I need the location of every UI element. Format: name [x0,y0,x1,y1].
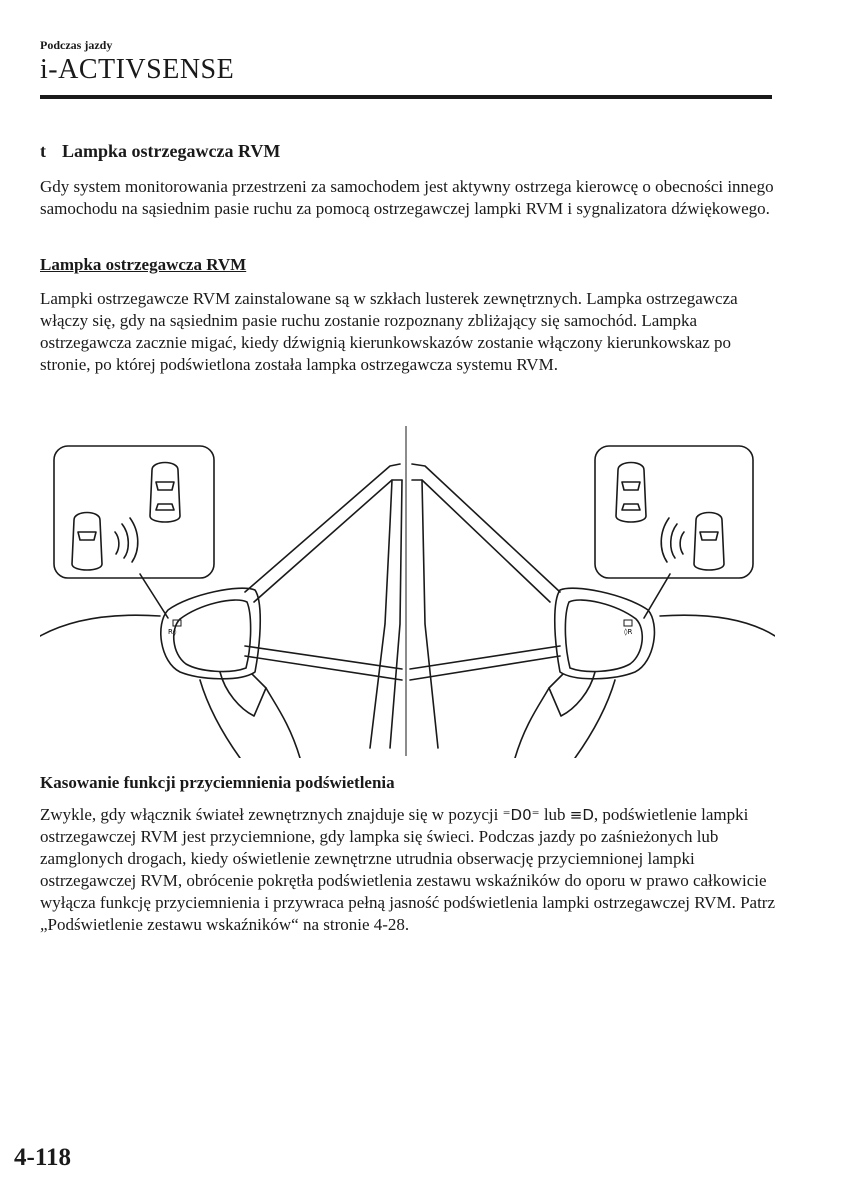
dimming-subsection-title: Kasowanie funkcji przyciemnienia podświetlenia [40,773,395,792]
title-rule [40,95,772,99]
dimming-text-part1: Zwykle, gdy włącznik świateł zewnętrznych znajduje się w pozycji [40,805,503,824]
page-number: 4-118 [14,1144,71,1171]
svg-text:R◊: R◊ [168,628,177,636]
section-bullet: t [40,141,46,161]
lamp-subsection-title: Lampka ostrzegawcza RVM [40,255,247,274]
left-mirror-drawing [40,446,402,758]
parking-lights-icon: ⁼D0⁼ [502,806,540,824]
section-heading [40,141,280,162]
intro-paragraph: Gdy system monitorowania przestrzeni za samochodem jest aktywny ostrzega kierowcę o obecności innego samochodu na sąsiednim pasie ruchu za pomocą ostrzegawczej lampki RVM i sygnalizatora dźwiękowego. [40,177,774,218]
dimming-text-part2: lub [539,805,570,824]
right-mirror-drawing [410,446,775,758]
lamp-paragraph: Lampki ostrzegawcze RVM zainstalowane są w szkłach lusterek zewnętrznych. Lampka ostrzegawcza włączy się, gdy na sąsiednim pasie ruchu zostanie rozpoznany zbliżający się samochód. Lampka ostrzegawcza zacznie migać, kiedy dźwignią kierunkowskazów zostanie włączony kierunkowskaz po stronie, po której podświetlona została lampka ostrzegawcza systemu RVM. [40,289,738,374]
rvm-mirrors-illustration [40,424,775,758]
page-title: i-ACTIVSENSE [40,54,235,85]
section-heading-text: Lampka ostrzegawcza RVM [62,141,281,161]
section-label: Podczas jazdy [40,38,113,52]
dimming-text-part3: , podświetlenie lampki ostrzegawczej RVM jest przyciemnione, gdy lampka się świeci. Podczas jazdy po zaśnieżonych lub zamglonych drogach, kiedy oświetlenie zewnętrzne utrudnia obserwację przyciemnionej lampki ostrzegawczej RVM, obrócenie pokrętła podświetlenia zestawu wskaźników do oporu w prawo całkowicie wyłącza funkcję przyciemnienia i przywraca pełną jasność podświetlenia lampki ostrzegawczej RVM. Patrz „Podświetlenie zestawu wskaźników“ na stronie 4-28. [40,805,776,934]
svg-text:◊R: ◊R [624,628,633,636]
headlights-icon: ≡D [569,806,594,824]
dimming-paragraph [40,804,775,936]
